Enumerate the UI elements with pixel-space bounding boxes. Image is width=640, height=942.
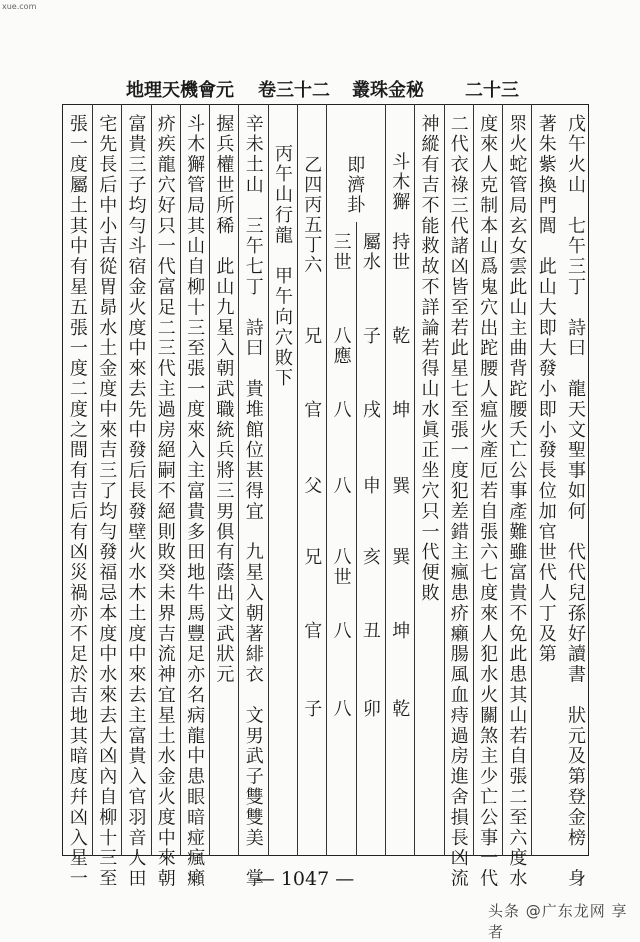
trigram-cell: 坤 [389,400,411,420]
trigram-cell: 乾 [389,699,411,719]
mansion-label: 斗木獬 [389,152,411,212]
watermark-bottom: 头条 @广东龙网 享者 [488,902,628,941]
relation-cell: 兄 [301,547,323,567]
divider [414,104,415,856]
text-column: 二代衣祿三代諸凶皆至若此星七至張一度犯差錯主瘋患疥癩腸風血痔過房進舍損長凶流 [444,104,473,856]
number-cell: 八世 [330,547,352,587]
number-cell: 八 [330,400,352,420]
book-title: 地理天機會元 [126,80,234,101]
hold-label: 持世 [389,232,411,272]
trigram-cell: 坤 [389,621,411,641]
text-column: 度來人克制本山爲鬼穴出跎腰人瘟火產厄若自張六七度來人犯水火關煞主少亡公事一代 [473,104,502,856]
text-column: 富貴三子均勻斗宿金火度中來去先中發后長發壁火水木土度中來去主富貴入官羽音人田 [121,104,150,856]
text-column: 著朱紫換門閭 此山大即大發小即小發長位加官世代人丁及第 [531,104,560,856]
text-column: 握兵權世所稀 此山九星入朝武職統兵將三男俱有蔭出文武狀元 [209,104,238,856]
watermark-top: xue.com [2,2,37,11]
hexagram-name: 即濟卦 [344,155,366,215]
relation-cell: 官 [301,621,323,641]
branch-cell: 申 [359,476,381,496]
section-label: 叢珠金秘 [352,80,424,101]
generation-label: 三世 [330,232,352,272]
text-column: 辛未土山 三午七丁 詩曰 貴堆館位甚得宜 九星入朝著緋衣 文男武子雙雙美 掌 [238,104,267,856]
trigram-cell: 巽 [389,476,411,496]
leaf-number: 二十三 [465,80,519,101]
branch-cell: 卯 [359,699,381,719]
text-column: 張一度屬土其中有星五張一度二度之間有吉后有凶災禍亦不足於吉地其暗度幷凶入星一 [66,114,88,890]
text-column: 戊午火山 七午三丁 詩曰 龍天文聖事如何 代代兒孫好讀書 狀元及第登金榜 身 [564,114,586,890]
relation-cell: 官 [301,400,323,420]
number-cell: 八 [330,476,352,496]
branch-cell: 子 [359,326,381,346]
volume-label: 卷三十二 [258,80,330,101]
trigram-cell: 巽 [389,547,411,567]
text-column: 疥疾龍穴好只一代富足二三代主過房絕嗣不絕則敗癸未界吉流神宜星土水金火度中來朝 [151,104,180,856]
text-column: 宅先長后中小吉從胃昴水土金度中來吉三了均勻發福忌本度中水來去大凶內自柳十三至 [92,104,121,856]
text-column: 眔火蛇管局玄女雲此山主曲背跎腰夭亡公事產難雖富貴不免此患其山若自張二至六度水 [502,104,531,856]
relation-cell: 父 [301,476,323,496]
branch-cell: 亥 [359,547,381,567]
number-cell: 八 [330,621,352,641]
number-cell: 八應 [330,326,352,366]
text-column: 丙午山行龍 甲午向穴敗下 [268,104,297,856]
relation-cell: 子 [301,699,323,719]
trigram-cell: 乾 [389,326,411,346]
branch-cell: 丑 [359,621,381,641]
text-column: 斗木獬管局其山自柳十三至張一度來入主富貴多田地牛馬豐足亦名病龍中患眼暗痖瘋癩 [180,104,209,856]
divider [356,222,357,856]
text-column: 神縱有吉不能救故不詳論若得山水眞正坐穴只一代便敗 [414,104,443,856]
page-number: — 1047 — [255,868,355,890]
number-cell: 八 [330,699,352,719]
branch-cell: 戌 [359,400,381,420]
stems-label: 乙四丙五丁六 [301,155,323,275]
relation-cell: 兄 [301,326,323,346]
element-label: 屬水 [359,232,381,272]
